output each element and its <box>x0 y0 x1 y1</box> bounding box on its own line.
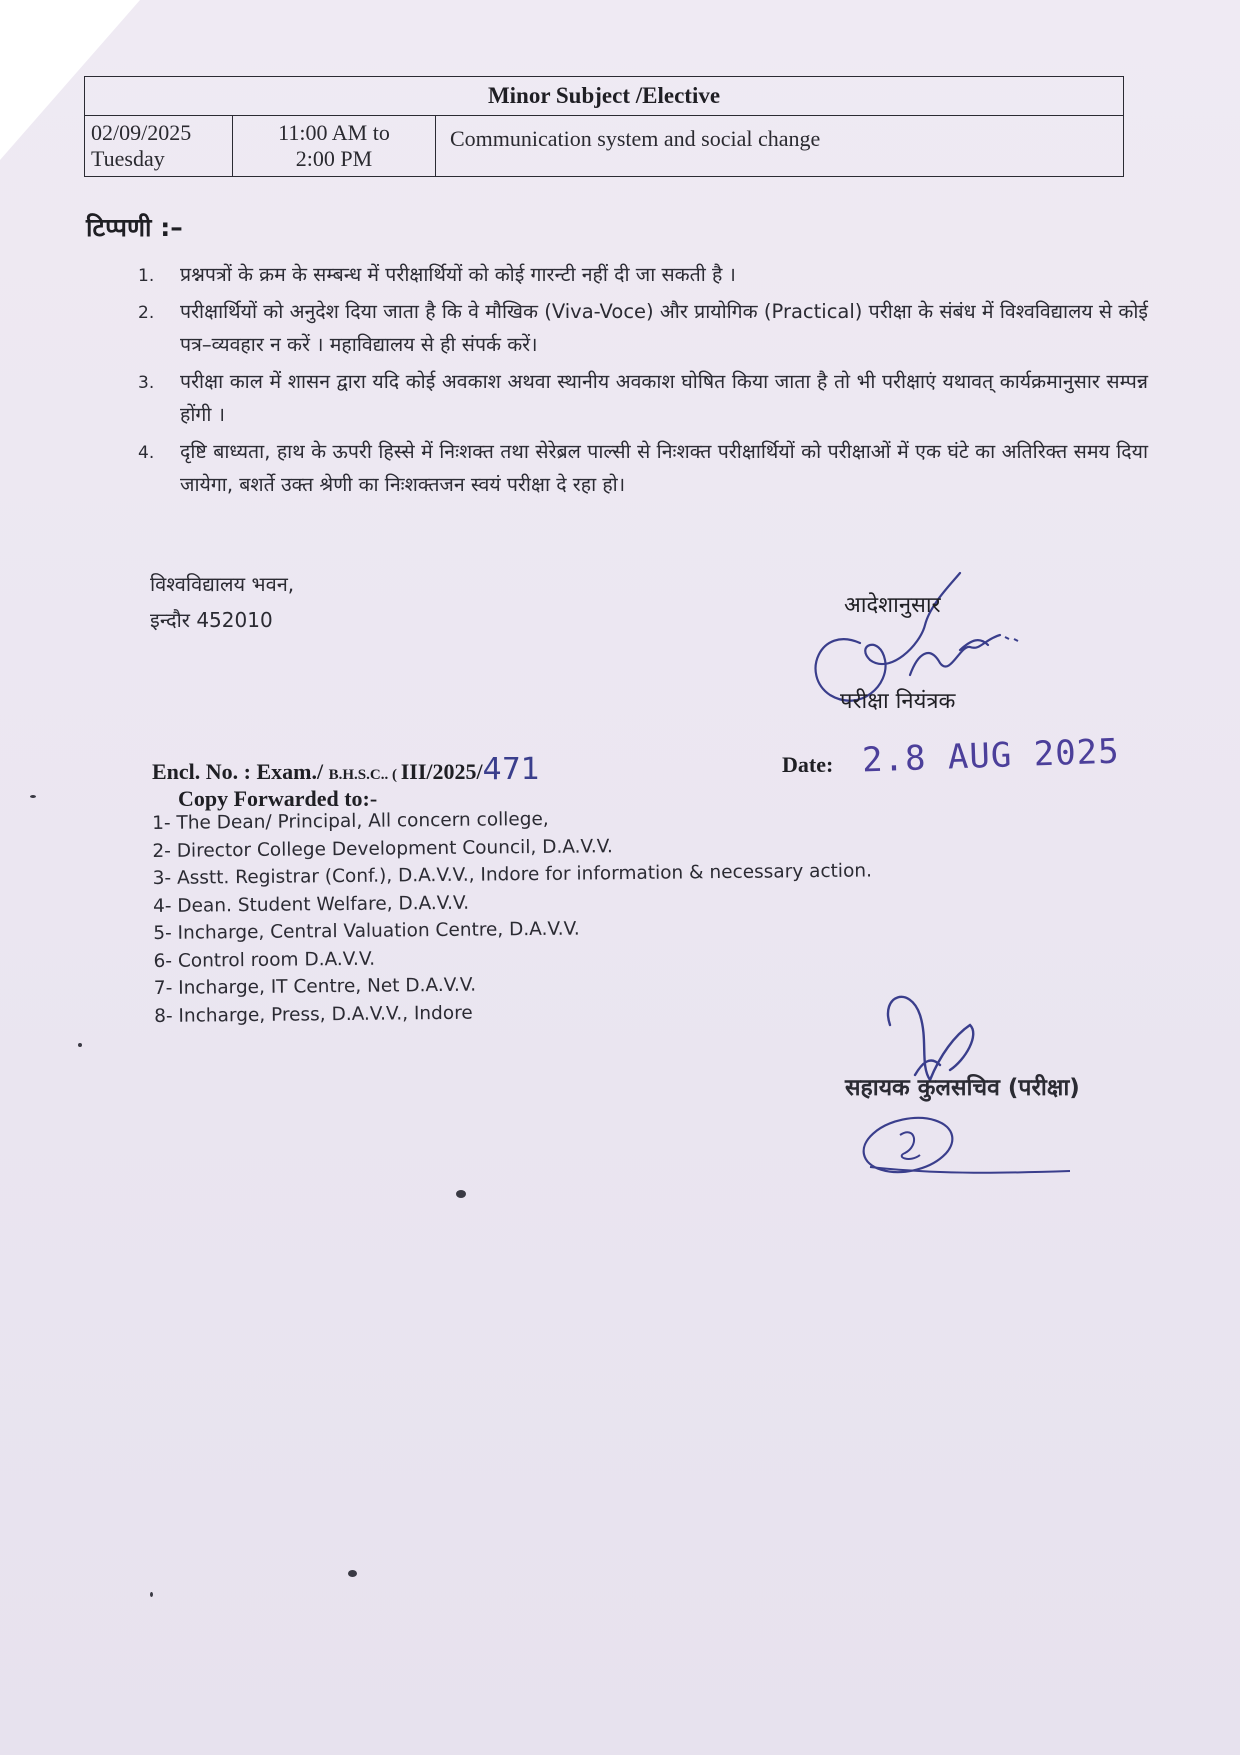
notes-title: टिप्पणी :– <box>86 213 183 242</box>
exam-time-cell <box>233 116 436 177</box>
encl-label: Encl. No. : Exam./ <box>152 759 329 784</box>
exam-subject: Communication system and social change <box>436 116 1124 177</box>
encl-handwritten-number: 471 <box>482 752 540 787</box>
date-stamp: 2.8 AUG 2025 <box>861 731 1121 781</box>
note-item <box>138 258 1148 291</box>
exam-date: 02/09/2025 <box>91 120 192 145</box>
note-item <box>138 435 1148 501</box>
ink-speck <box>348 1570 357 1577</box>
exam-time-end: 2:00 PM <box>295 146 373 171</box>
list-item: 1- The Dean/ Principal, All concern college, <box>152 808 549 834</box>
note-item <box>138 295 1148 361</box>
encl-course: B.H.S.C.. ( <box>328 767 401 783</box>
note-text: दृष्टि बाध्यता, हाथ के ऊपरी हिस्से में निःशक्त तथा सेरेब्रल पाल्सी से निःशक्त परीक्षार्थियों को परीक्षाओं में एक घंटे का अतिरिक्त समय दिया जायेगा, बशर्ते उक्त श्रेणी का निःशक्तजन स्वयं परीक्षा दे रहा हो। <box>180 440 1148 496</box>
table-row <box>85 116 1124 177</box>
list-item: 5- Incharge, Central Valuation Centre, D.A.V.V. <box>153 918 580 944</box>
assistant-registrar-title: सहायक कुलसचिव (परीक्षा) <box>845 1075 1080 1101</box>
note-number: 4. <box>138 443 155 463</box>
note-item <box>138 365 1148 431</box>
note-number: 1. <box>138 266 155 286</box>
list-item: 8- Incharge, Press, D.A.V.V., Indore <box>154 1002 473 1027</box>
note-text: परीक्षार्थियों को अनुदेश दिया जाता है कि वे मौखिक (Viva-Voce) और प्रायोगिक (Practical) परीक्षा के संबंध में विश्वविद्यालय से कोई पत्र–व्यवहार न करें । महाविद्यालय से ही संपर्क करें। <box>180 300 1148 356</box>
address-line: इन्दौर 452010 <box>150 608 273 632</box>
list-item: 7- Incharge, IT Centre, Net D.A.V.V. <box>153 974 477 999</box>
controller-title: परीक्षा नियंत्रक <box>840 689 956 714</box>
list-item: 2- Director College Development Council, D.A.V.V. <box>152 835 613 862</box>
enclosure-number <box>152 752 540 787</box>
table-heading: Minor Subject /Elective <box>85 77 1124 116</box>
exam-date-cell <box>85 116 233 177</box>
ink-speck <box>30 795 36 798</box>
university-address <box>150 566 294 638</box>
copy-forwarded-title: Copy Forwarded to:- <box>178 786 378 811</box>
date-label: Date: <box>782 752 834 777</box>
notes-list <box>138 258 1148 501</box>
list-item: 3- Asstt. Registrar (Conf.), D.A.V.V., Indore for information & necessary action. <box>152 860 873 889</box>
note-text: प्रश्नपत्रों के क्रम के सम्बन्ध में परीक्षार्थियों को कोई गारन्टी नहीं दी जा सकती है । <box>180 263 736 286</box>
note-number: 2. <box>138 303 155 323</box>
list-item: 6- Control room D.A.V.V. <box>153 948 376 972</box>
copy-forwarded-list <box>152 802 874 1030</box>
note-number: 3. <box>138 373 155 393</box>
ink-speck <box>456 1190 466 1198</box>
note-text: परीक्षा काल में शासन द्वारा यदि कोई अवकाश अथवा स्थानीय अवकाश घोषित किया जाता है तो भी परीक्षाएं यथावत् कार्यक्रमानुसार सम्पन्न होंगी । <box>180 370 1148 426</box>
encl-ref: III/2025/ <box>400 759 483 784</box>
order-by: आदेशानुसार <box>844 593 941 618</box>
exam-schedule-table <box>84 76 1124 177</box>
controller-signature-block <box>800 565 1080 725</box>
list-item: 4- Dean. Student Welfare, D.A.V.V. <box>152 892 470 917</box>
exam-day: Tuesday <box>91 146 165 171</box>
ink-speck <box>78 1043 82 1047</box>
ink-speck <box>150 1592 153 1597</box>
exam-time-start: 11:00 AM to <box>278 120 390 145</box>
address-line: विश्वविद्यालय भवन, <box>150 572 295 596</box>
